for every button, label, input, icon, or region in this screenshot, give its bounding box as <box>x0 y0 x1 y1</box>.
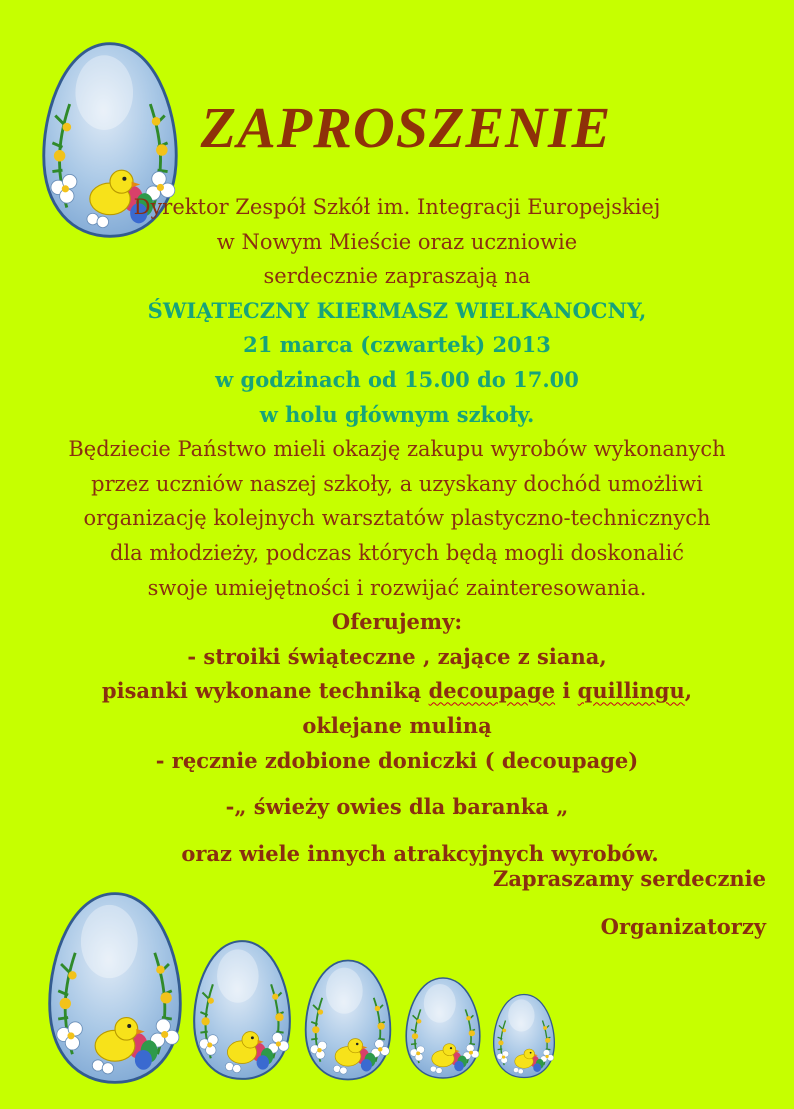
offer-item-2 <box>0 674 794 709</box>
intro-line-1: Dyrektor Zespół Szkół im. Integracji Europejskiej <box>133 195 661 219</box>
easter-egg-icon <box>302 957 394 1083</box>
closing-signature: Organizatorzy <box>600 914 766 939</box>
easter-egg-icon <box>491 992 557 1080</box>
offer-item-2-start: pisanki wykonane techniką <box>101 678 429 704</box>
invitation-body <box>0 190 794 871</box>
page-title: ZAPROSZENIE <box>200 95 612 160</box>
offer-item-1: - stroiki świąteczne , zające z siana, <box>187 643 607 669</box>
offer-item-3: - ręcznie zdobione doniczki ( decoupage) <box>155 747 639 773</box>
description-line: dla młodzieży, podczas których będą mogli doskonalić <box>110 540 684 565</box>
offer-heading: Oferujemy: <box>331 609 463 635</box>
description-line: organizację kolejnych warsztatów plastyczno-technicznych <box>83 506 711 531</box>
offer-item-2-mid: i <box>555 678 578 704</box>
description-line: swoje umiejętności i rozwijać zainteresowania. <box>147 575 647 600</box>
intro-line-2: w Nowym Mieście oraz uczniowie <box>216 229 578 254</box>
decoupage-word: decoupage <box>428 678 556 704</box>
event-hours: w godzinach od 15.00 do 17.00 <box>215 366 579 392</box>
easter-egg-icon <box>190 937 294 1083</box>
description-line: Będziecie Państwo mieli okazję zakupu wyrobów wykonanych <box>68 437 726 462</box>
offer-item-2-end: , <box>684 678 693 704</box>
intro-line-3: serdecznie zapraszają na <box>263 264 531 289</box>
offer-item-2-cont: oklejane muliną <box>302 712 492 738</box>
quilling-word: quillingu <box>577 678 685 704</box>
easter-egg-icon <box>44 888 186 1088</box>
closing-greeting: Zapraszamy serdecznie <box>493 866 766 891</box>
description-line: przez uczniów naszej szkoły, a uzyskany dochód umożliwi <box>91 471 703 496</box>
offer-item-4: -„ świeży owies dla baranka „ <box>225 794 569 820</box>
event-place: w holu głównym szkoły. <box>259 401 535 427</box>
easter-egg-icon <box>403 975 483 1081</box>
event-date: 21 marca (czwartek) 2013 <box>243 332 551 358</box>
offer-more: oraz wiele innych atrakcyjnych wyrobów. <box>181 840 659 866</box>
event-name: ŚWIĄTECZNY KIERMASZ WIELKANOCNY, <box>147 297 647 323</box>
